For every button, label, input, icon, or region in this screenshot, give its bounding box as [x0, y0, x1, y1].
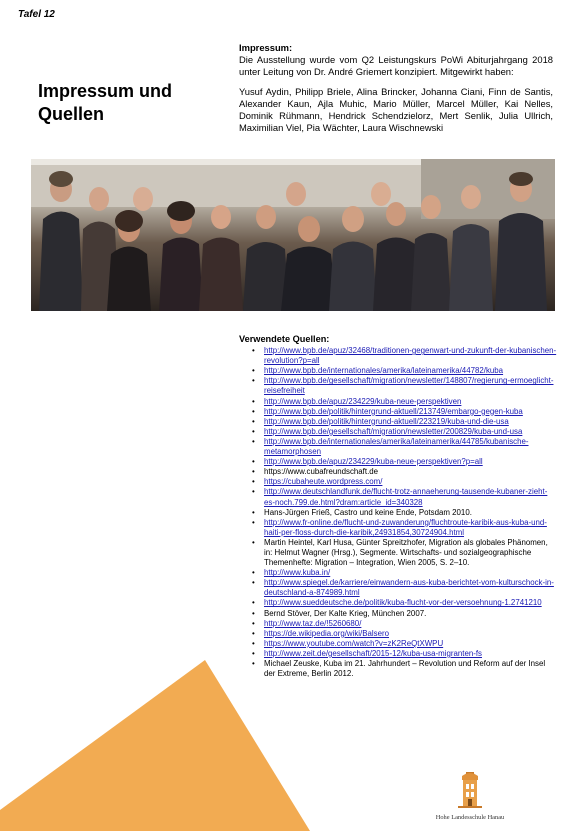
source-link[interactable]: • http://www.bpb.de/internationales/amerika/lateinamerika/44782/kuba [264, 366, 557, 376]
source-link[interactable]: • http://www.bpb.de/gesellschaft/migration/newsletter/200829/kuba-und-usa [264, 427, 557, 437]
source-item: • Michael Zeuske, Kuba im 21. Jahrhundert – Revolution und Reform auf der Insel der Extreme, Berlin 2012. [264, 659, 557, 679]
source-link[interactable]: • http://www.bpb.de/politik/hintergrund-aktuell/213749/embargo-gegen-kuba [264, 407, 557, 417]
source-link[interactable]: • http://www.deutschlandfunk.de/flucht-trotz-annaeherung-tausende-kubaner-zieht-es-noch.799.de.html?dram:article_id=340328 [264, 487, 557, 507]
source-link[interactable]: • https://www.youtube.com/watch?v=zK2ReQtXWPU [264, 639, 557, 649]
sources-block [239, 334, 557, 679]
source-link[interactable]: • http://www.bpb.de/gesellschaft/migration/newsletter/148807/regierung-ermoeglicht-reisefreiheit [264, 376, 557, 396]
source-link[interactable]: • http://www.zeit.de/gesellschaft/2015-12/kuba-usa-migranten-fs [264, 649, 557, 659]
source-link[interactable]: • http://www.bpb.de/internationales/amerika/lateinamerika/44785/kubanische-metamorphosen [264, 437, 557, 457]
source-link[interactable]: • https://cubaheute.wordpress.com/ [264, 477, 557, 487]
source-link[interactable]: • http://www.spiegel.de/karriere/einwandern-aus-kuba-berichtet-vom-kulturschock-in-deutschland-a-874989.html [264, 578, 557, 598]
impressum-block [239, 42, 553, 134]
source-link[interactable]: • http://www.taz.de/!5260680/ [264, 619, 557, 629]
group-photo [31, 159, 555, 311]
source-item: • Hans-Jürgen Frieß, Castro und keine Ende, Potsdam 2010. [264, 508, 557, 518]
source-item: • Bernd Stöver, Der Kalte Krieg, München 2007. [264, 609, 557, 619]
school-logo [424, 772, 516, 821]
sources-list [239, 346, 557, 679]
source-link[interactable]: • http://www.fr-online.de/flucht-und-zuwanderung/fluchtroute-karibik-aus-kuba-und-haiti-per-floss-durch-die-karibik,24931854,30724904.html [264, 518, 557, 538]
school-name: Hohe Landesschule Hanau [435, 814, 505, 821]
impressum-text: Die Ausstellung wurde vom Q2 Leistungskurs PoWi Abiturjahrgang 2018 unter Leitung von Dr. André Griemert konzipiert. Mitgewirkt haben: [239, 54, 553, 78]
source-link[interactable]: • http://www.bpb.de/apuz/234229/kuba-neue-perspektiven [264, 397, 557, 407]
sources-heading: Verwendete Quellen: [239, 334, 330, 344]
source-link[interactable]: • http://www.sueddeutsche.de/politik/kuba-flucht-vor-der-versoehnung-1.2741210 [264, 598, 557, 608]
page-label: Tafel 12 [18, 9, 55, 20]
impressum-names: Yusuf Aydin, Philipp Briele, Alina Brincker, Johanna Ciani, Finn de Santis, Alexander Kaun, Ajla Muhic, Mario Müller, Marcel Müller, Kai Nelles, Dominik Rühmann, Hendrick Schendzielorz, Mert Senlik, Julia Ullrich, Maximilian Viel, Pia Wächter, Laura Wischnewski [239, 85, 553, 134]
source-link[interactable]: • http://www.bpb.de/apuz/32468/traditionen-gegenwart-und-zukunft-der-kubanischen-revolution?p=all [264, 346, 557, 366]
source-link[interactable]: • http://www.bpb.de/apuz/234229/kuba-neue-perspektiven?p=all [264, 457, 557, 467]
source-link[interactable]: • https://de.wikipedia.org/wiki/Balsero [264, 629, 557, 639]
group-photo-illustration [31, 159, 555, 311]
source-item: • Martin Heintel, Karl Husa, Günter Spreitzhofer, Migration als globales Phänomen, in: Helmut Wagner (Hrsg.), Segmente. Wirtschafts- und sozialgeographische Themenhefte: Migration – Integration, Wien 2005, S. 2–10. [264, 538, 557, 568]
source-item: • https://www.cubafreundschaft.de [264, 467, 557, 477]
source-link[interactable]: • http://www.kuba.in/ [264, 568, 557, 578]
school-building-icon [450, 772, 490, 808]
page-title: Impressum und Quellen [38, 81, 173, 124]
source-link[interactable]: • http://www.bpb.de/politik/hintergrund-aktuell/223219/kuba-und-die-usa [264, 417, 557, 427]
impressum-heading: Impressum: [239, 42, 293, 53]
